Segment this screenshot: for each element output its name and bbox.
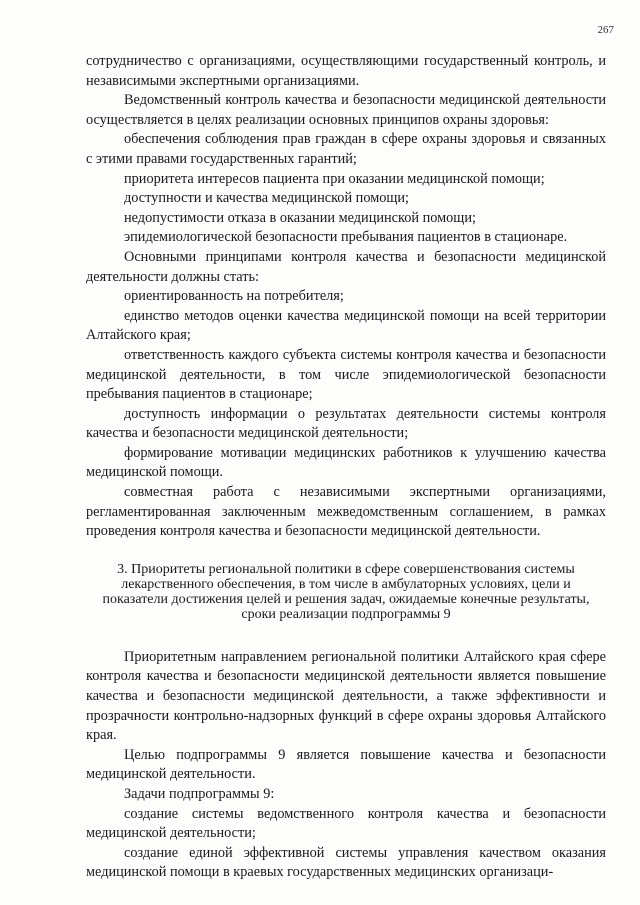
paragraph: единство методов оценки качества медицинской помощи на всей территории Алтайского края;	[86, 307, 606, 344]
page-number: 267	[597, 24, 614, 36]
paragraph: формирование мотивации медицинских работников к улучшению качества медицинской помощи.	[86, 444, 606, 481]
paragraph: приоритета интересов пациента при оказании медицинской помощи;	[124, 170, 545, 187]
paragraph: Целью подпрограммы 9 является повышение качества и безопасности медицинской деятельности.	[86, 746, 606, 783]
paragraph: Основными принципами контроля качества и безопасности медицинской деятельности должны стать:	[86, 248, 606, 285]
text-block-bottom	[86, 648, 606, 883]
paragraph: недопустимости отказа в оказании медицинской помощи;	[124, 209, 476, 226]
paragraph: ориентированность на потребителя;	[124, 288, 344, 305]
paragraph: доступность информации о результатах деятельности системы контроля качества и безопасности медицинской деятельности;	[86, 405, 606, 442]
paragraph: создание единой эффективной системы управления качеством оказания медицинской помощи в краевых государственных медицинских организаци-	[86, 844, 606, 881]
paragraph: совместная работа с независимыми экспертными организациями, регламентированная заключенным межведомственным соглашением, в рамках проведения контроля качества и безопасности медицинской деятельности.	[86, 484, 606, 540]
text-block-top	[86, 52, 606, 542]
paragraph: сотрудничество с организациями, осуществляющими государственный контроль, и независимыми экспертными организациями.	[86, 53, 606, 89]
section-heading: 3. Приоритеты региональной политики в сфере совершенствования системы лекарственного обеспечения, в том числе в амбулаторных условиях, цели и показатели достижения целей и решения задач, ожидаемые конечные результаты, сроки реализации подпрограммы 9	[102, 561, 590, 622]
paragraph: доступности и качества медицинской помощи;	[124, 190, 410, 207]
paragraph: Задачи подпрограммы 9:	[124, 786, 275, 802]
paragraph: создание системы ведомственного контроля качества и безопасности медицинской деятельности;	[86, 805, 606, 842]
paragraph: эпидемиологической безопасности пребывания пациентов в стационаре.	[124, 229, 568, 246]
paragraph: обеспечения соблюдения прав граждан в сфере охраны здоровья и связанных с этими правами государственных гарантий;	[86, 131, 606, 167]
paragraph: Приоритетным направлением региональной политики Алтайского края сфере контроля качества и безопасности медицинской деятельности является повышение качества и безопасности медицинской деятельности, а также эффективности и прозрачности контрольно-надзорных функций в сфере охраны здоровья Алтайского края.	[86, 648, 606, 744]
paragraph: Ведомственный контроль качества и безопасности медицинской деятельности осуществляется в целях реализации основных принципов охраны здоровья:	[86, 92, 606, 128]
page-content	[86, 52, 606, 883]
paragraph: ответственность каждого субъекта системы контроля качества и безопасности медицинской деятельности, в том числе эпидемиологической безопасности пребывания пациентов в стационаре;	[86, 346, 606, 403]
